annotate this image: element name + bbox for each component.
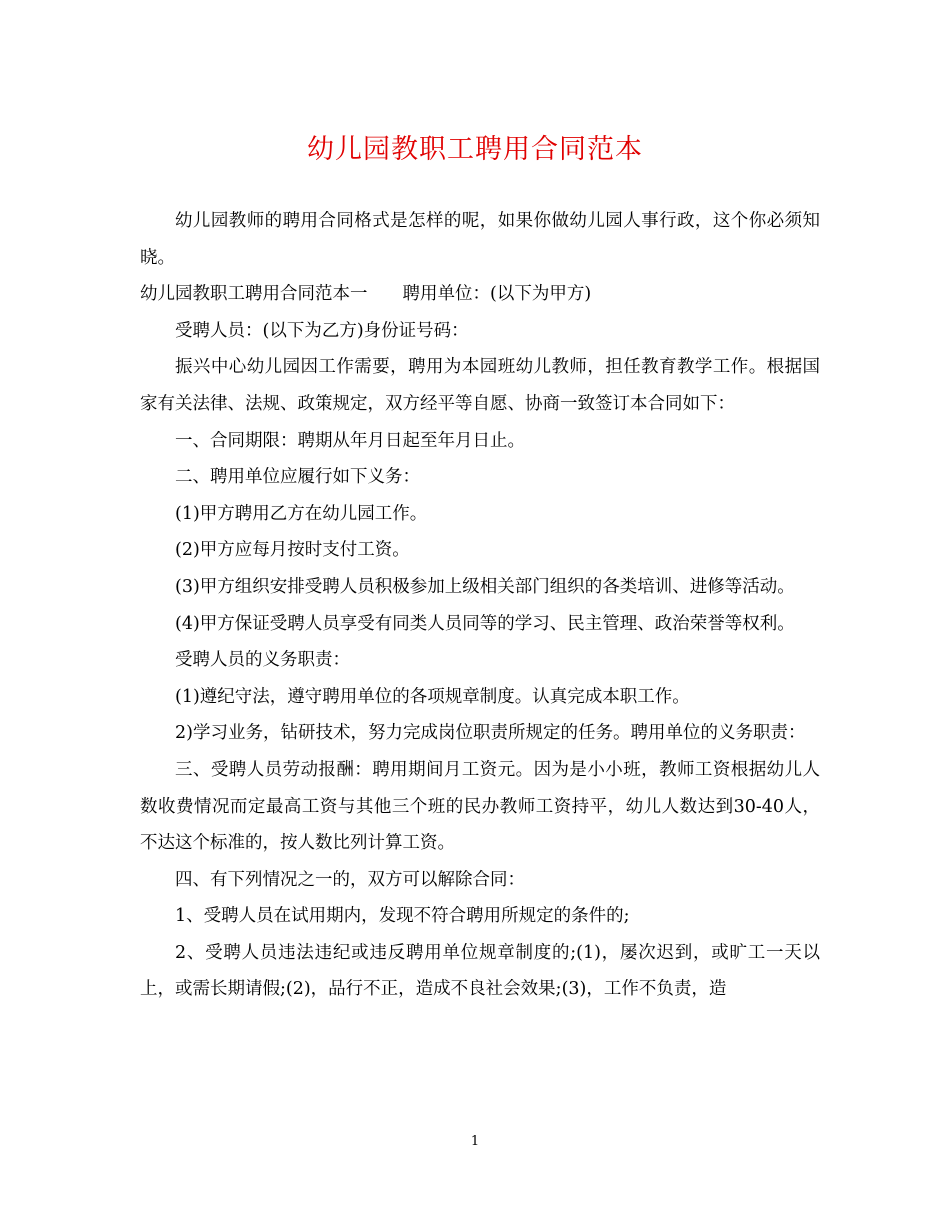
list-item: (2)甲方应每月按时支付工资。 (175, 540, 410, 561)
list-item: 2)学习业务，钻研技术，努力完成岗位职责所规定的任务。聘用单位的义务职责： (175, 723, 806, 744)
list-item: (4)甲方保证受聘人员享受有同类人员同等的学习、民主管理、政治荣誉等权利。 (175, 613, 795, 634)
paragraph-preamble: 振兴中心幼儿园因工作需要，聘用为本园班幼儿教师，担任教育教学工作。根据国家有关法律、法规、政策规定，双方经平等自愿、协商一致签订本合同如下： (140, 357, 820, 414)
paragraph-employee: 受聘人员：(以下为乙方)身份证号码： (175, 320, 469, 341)
list-item: (1)遵纪守法，遵守聘用单位的各项规章制度。认真完成本职工作。 (175, 686, 690, 707)
list-item: 2、受聘人员违法违纪或违反聘用单位规章制度的;(1)，屡次迟到，或旷工一天以上，或需长期请假;(2)，品行不正，造成不良社会效果;(3)，工作不负责，造 (140, 942, 820, 1000)
paragraph-termination: 四、有下列情况之一的，双方可以解除合同： (175, 869, 525, 890)
paragraph-intro: 幼儿园教师的聘用合同格式是怎样的呢，如果你做幼儿园人事行政，这个你必须知晓。 (140, 211, 820, 268)
list-item: 1、受聘人员在试用期内，发现不符合聘用所规定的条件的; (175, 906, 630, 927)
list-item: (1)甲方聘用乙方在幼儿园工作。 (175, 503, 428, 524)
paragraph-employer-duties: 二、聘用单位应履行如下义务： (175, 467, 420, 488)
document-title: 幼儿园教职工聘用合同范本 (307, 134, 643, 165)
document-body (140, 203, 820, 1008)
paragraph-employee-duties: 受聘人员的义务职责： (175, 650, 350, 671)
paragraph-term: 一、合同期限：聘期从年月日起至年月日止。 (175, 430, 525, 451)
page-number: 1 (470, 1134, 480, 1149)
list-item: (3)甲方组织安排受聘人员积极参加上级相关部门组织的各类培训、进修等活动。 (175, 576, 795, 597)
paragraph-remuneration: 三、受聘人员劳动报酬：聘用期间月工资元。因为是小小班，教师工资根据幼儿人数收费情况而定最高工资与其他三个班的民办教师工资持平，幼儿人数达到30-40人，不达这个标准的，按人数比列计算工资。 (140, 759, 820, 854)
paragraph-contract-heading: 幼儿园教职工聘用合同范本一 聘用单位：(以下为甲方) (140, 284, 592, 305)
